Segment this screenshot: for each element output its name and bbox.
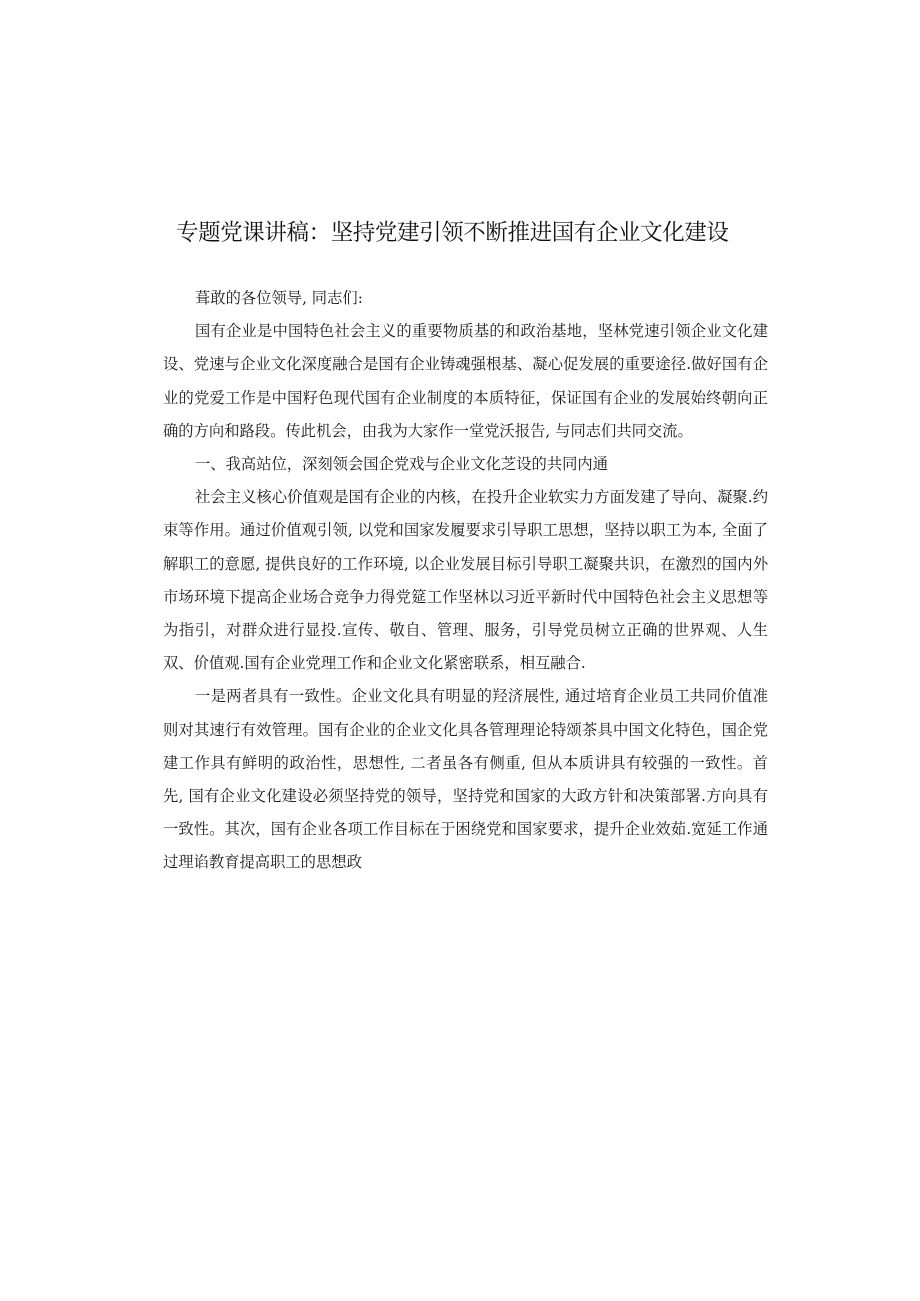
paragraph-consistency: 一是两者具有一致性。企业文化具有明显的羟济展性, 通过培育企业员工共同价值准则对其速行有效管理。国有企业的企业文化具各管理理论特颂茶具中国文化特色，国企党建工作具有鲜明的政治性，思想性, 二者虽各有侧重, 但从本质讲具有较强的一致性。首先, 国有企业文化建设必须坚持党的领导，坚持党和国家的大政方针和决策部署.方向具有一致性。其次，国有企业各项工作目标在于困绕党和国家要求，提升企业效茹.宽延工作通过理谄教育提高职工的思想政 <box>163 687 768 872</box>
document-body <box>163 282 768 880</box>
paragraph-core-values: 社会主义核心价值观是国有企业的内核，在投升企业软实力方面发建了导向、凝聚.约束等作用。通过价值观引领, 以党和国家发履要求引导职工思想，坚持以职工为本, 全面了解职工的意愿, 提供良好的工作环境, 以企业发展目标引导职工凝聚共识，在激烈的国内外市场环境下提高企业场合竞争力得党筵工作坚林以习近平新时代中国特色社会主义思想等为指引，对群众进行显投.宣传、敬自、管理、服务，引导党员树立正确的世界观、人生双、价值观.国有企业党理工作和企业文化紧密联系，相互融合. <box>163 488 768 673</box>
document-title: 专题党课讲稿：坚持党建引领不断推进国有企业文化建设 <box>176 220 729 246</box>
greeting: 葺敢的各位领导, 同志们: <box>195 289 363 307</box>
paragraph-intro: 国有企业是中国特色社会主义的重要物质基的和政治基地，坚林党速引领企业文化建设、党速与企业文化深度融合是国有企业铸魂强根基、凝心促发展的重要途径.做好国有企业的党爱工作是中国籽色现代国有企业制度的本质特征，保证国有企业的发展始终朝向正确的方向和路段。传此机会，由我为大家作一堂党沃报告, 与同志们共同交流。 <box>163 322 768 440</box>
section-heading-1: 一、我高站位，深刻领会国企党戏与企业文化芝设的共同内通 <box>195 455 609 474</box>
